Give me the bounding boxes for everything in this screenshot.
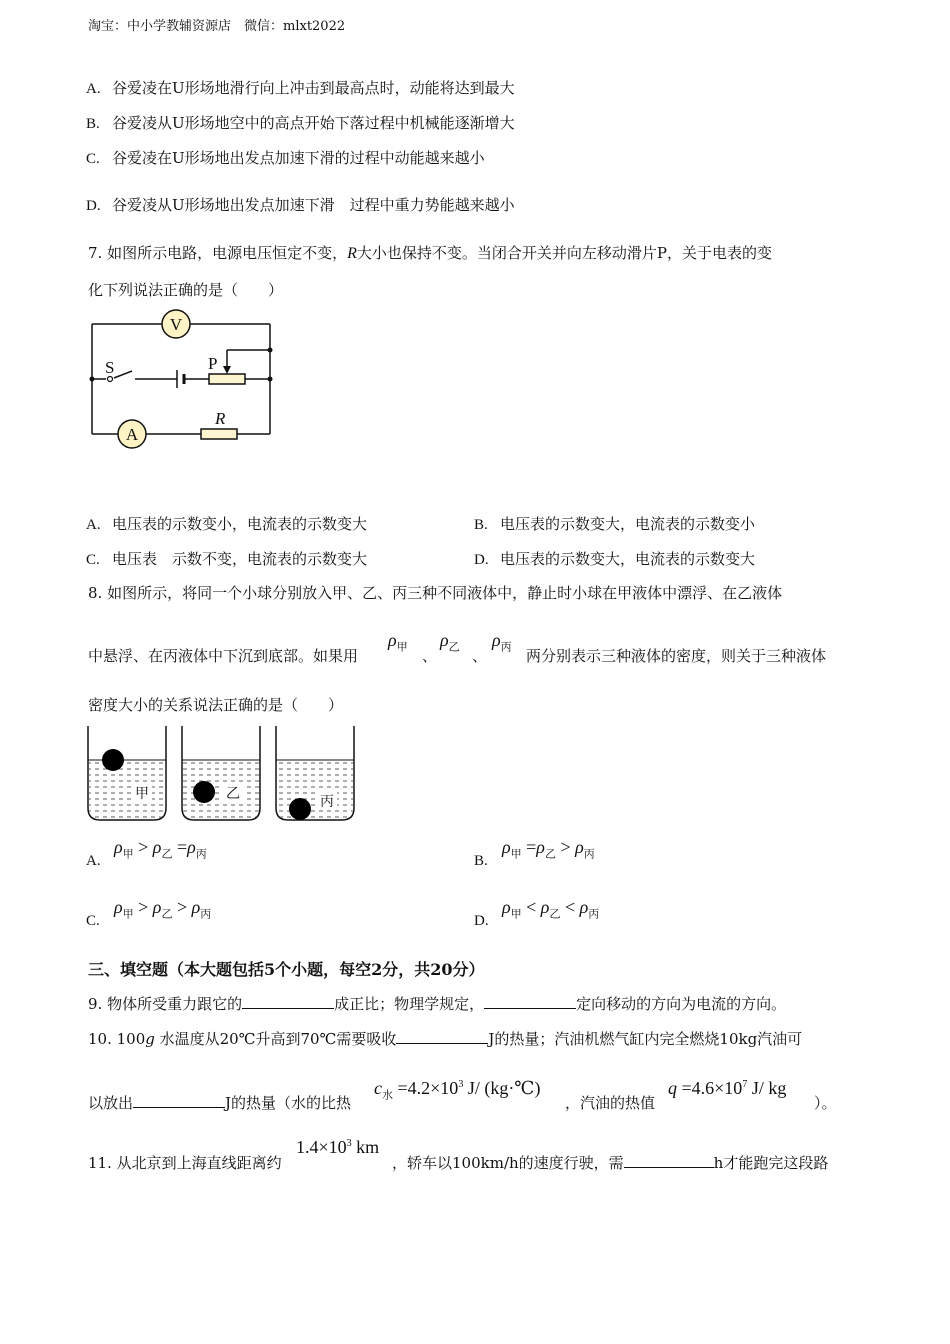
option-text: 电压表的示数变大，电流表的示数变小 bbox=[500, 515, 756, 533]
tank-jia bbox=[88, 726, 166, 820]
q6-option-b bbox=[86, 112, 515, 133]
q8-stem-line1: 8. 如图所示，将同一个小球分别放入甲、乙、丙三种不同液体中，静止时小球在甲液体中漂浮、在乙液体 bbox=[88, 584, 783, 602]
option-text: 电压表的示数变大，电流表的示数变大 bbox=[500, 550, 756, 568]
option-letter: D. bbox=[86, 198, 101, 214]
page-header: 淘宝：中小学教辅资源店 微信：mlxt2022 bbox=[88, 19, 346, 34]
tank-yi bbox=[182, 726, 260, 820]
q10-text: J的热量；汽油机燃气缸内完全燃烧10kg汽油可 bbox=[488, 1030, 803, 1048]
option-text: 谷爱凌从U形场地出发点加速下滑 过程中重力势能越来越小 bbox=[112, 196, 515, 214]
q8-stem-line2: 中悬浮、在丙液体中下沉到底部。如果用 bbox=[88, 647, 359, 665]
resistor-label: R bbox=[215, 409, 226, 428]
q8-option-d bbox=[474, 911, 500, 930]
q10-text-mid: ，汽油的热值 bbox=[565, 1094, 656, 1112]
option-letter: A. bbox=[86, 853, 101, 869]
option-letter: A. bbox=[86, 517, 101, 533]
q6-option-d bbox=[86, 194, 515, 215]
rho-bing-symbol: $\rho_丙$ bbox=[492, 630, 512, 654]
distance-formula: $1.4\times 10^3$ km bbox=[296, 1137, 380, 1157]
resistor-symbol: R bbox=[347, 245, 357, 262]
option-letter: B. bbox=[474, 517, 488, 533]
separator: 、 bbox=[472, 647, 488, 665]
option-text: 谷爱凌从U形场地空中的高点开始下落过程中机械能逐渐增大 bbox=[112, 114, 515, 132]
option-text: 谷爱凌在U形场地出发点加速下滑的过程中动能越来越小 bbox=[112, 149, 485, 167]
q10-text: 以放出 bbox=[88, 1094, 134, 1112]
q8-option-d-formula: $\rho_甲 < \rho_乙 < \rho_丙$ bbox=[502, 897, 600, 921]
answer-blank[interactable] bbox=[484, 1008, 576, 1009]
q11-text: ，轿车以100km/h的速度行驶，需 bbox=[392, 1154, 624, 1172]
rho-jia-symbol: $\rho_甲$ bbox=[388, 630, 408, 654]
q8-stem-line2-tail: 两分别表示三种液体的密度，则关于三种液体 bbox=[526, 647, 827, 665]
q10-text: 10. 100 bbox=[88, 1030, 146, 1048]
tank-label: 丙 bbox=[320, 795, 334, 810]
option-text: 电压表 示数不变，电流表的示数变大 bbox=[112, 550, 368, 568]
q8-option-b-formula: $\rho_甲 =\rho_乙 > \rho_丙$ bbox=[502, 837, 595, 861]
ball bbox=[193, 781, 215, 803]
option-letter: C. bbox=[86, 151, 100, 167]
q10-line2-start bbox=[88, 1092, 351, 1113]
q10-unit-g: g bbox=[145, 1030, 155, 1048]
q10-text-end: ）。 bbox=[814, 1094, 837, 1112]
separator: 、 bbox=[422, 647, 438, 665]
q7-option-b bbox=[474, 513, 755, 534]
rho-yi-symbol: $\rho_乙$ bbox=[440, 630, 460, 654]
q8-option-a-formula: $\rho_甲 > \rho_乙 =\rho_丙$ bbox=[114, 837, 207, 861]
q10-text: J的热量（水的比热 bbox=[225, 1094, 352, 1112]
q7-option-a bbox=[86, 513, 367, 534]
answer-blank[interactable] bbox=[242, 1008, 334, 1009]
q9-text: 定向移动的方向为电流的方向。 bbox=[576, 995, 787, 1013]
switch-label: S bbox=[105, 358, 115, 377]
q8-option-c-formula: $\rho_甲 > \rho_乙 > \rho_丙$ bbox=[114, 897, 212, 921]
junction-dot bbox=[90, 377, 95, 382]
junction-dot bbox=[268, 377, 273, 382]
circuit-diagram bbox=[85, 308, 285, 453]
option-letter: D. bbox=[474, 913, 489, 929]
q7-option-d bbox=[474, 548, 755, 569]
q8-option-b bbox=[474, 851, 500, 870]
q11-text-start: 11. 从北京到上海直线距离约 bbox=[88, 1154, 282, 1172]
q7-stem-text: 大小也保持不变。当闭合开关并向左移动滑片P，关于电表的变 bbox=[356, 244, 772, 262]
option-letter: B. bbox=[86, 116, 100, 132]
voltmeter-label: V bbox=[169, 315, 183, 334]
option-letter: B. bbox=[474, 853, 488, 869]
option-letter: A. bbox=[86, 81, 101, 97]
q10-line1 bbox=[88, 1028, 802, 1049]
option-text: 电压表的示数变小，电流表的示数变大 bbox=[112, 515, 368, 533]
liquid-tanks-diagram bbox=[86, 724, 358, 824]
q11-text: h才能跑完这段路 bbox=[713, 1154, 829, 1172]
option-letter: C. bbox=[86, 552, 100, 568]
q7-option-c bbox=[86, 548, 367, 569]
q7-stem-line1 bbox=[88, 242, 772, 263]
tank-label: 乙 bbox=[226, 787, 240, 802]
option-text: 谷爱凌在U形场地滑行向上冲击到最高点时，动能将达到最大 bbox=[112, 79, 515, 97]
answer-blank[interactable] bbox=[133, 1107, 225, 1108]
answer-blank[interactable] bbox=[396, 1043, 488, 1044]
q8-option-c bbox=[86, 911, 112, 930]
switch-contact bbox=[108, 377, 113, 382]
q11-line-rest bbox=[392, 1152, 828, 1173]
heat-value-formula: $q =4.6\times 10^7$ J/ kg bbox=[668, 1078, 787, 1098]
answer-blank[interactable] bbox=[624, 1167, 714, 1168]
tank-label: 甲 bbox=[135, 787, 149, 802]
q9-text: 9. 物体所受重力跟它的 bbox=[88, 995, 243, 1013]
specific-heat-formula: $c_水 =4.2\times 10^3$ J/ (kg·℃) bbox=[374, 1078, 541, 1102]
resistor bbox=[201, 429, 237, 439]
tank-bing bbox=[276, 726, 354, 820]
q6-option-a bbox=[86, 77, 515, 98]
q10-text: 水温度从20℃升高到70℃需要吸收 bbox=[154, 1030, 397, 1048]
q7-stem-line2: 化下列说法正确的是（ ） bbox=[88, 281, 284, 299]
ball bbox=[289, 798, 311, 820]
ammeter-label: A bbox=[125, 425, 139, 444]
junction-dot bbox=[268, 348, 273, 353]
q9-text: 成正比；物理学规定， bbox=[334, 995, 485, 1013]
q9-line bbox=[88, 993, 786, 1014]
q8-stem-line3: 密度大小的关系说法正确的是（ ） bbox=[88, 696, 344, 714]
slider-label: P bbox=[208, 354, 218, 373]
section-title: 三、填空题（本大题包括5个小题，每空2分，共20分） bbox=[88, 960, 485, 979]
slider-arrow-icon bbox=[223, 366, 231, 374]
option-letter: D. bbox=[474, 552, 489, 568]
ball bbox=[102, 749, 124, 771]
q8-option-a bbox=[86, 851, 112, 870]
q6-option-c bbox=[86, 147, 485, 168]
option-letter: C. bbox=[86, 913, 100, 929]
rheostat bbox=[209, 374, 245, 384]
q7-stem-text: 7. 如图所示电路，电源电压恒定不变， bbox=[88, 244, 348, 262]
